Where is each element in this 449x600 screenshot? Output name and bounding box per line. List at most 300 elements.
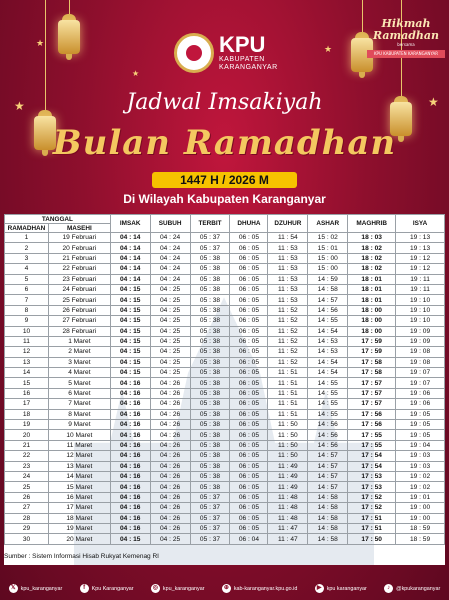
badge-line-2: Ramadhan (372, 29, 440, 42)
table-cell: 19 : 07 (396, 368, 445, 378)
table-cell: 13 Maret (48, 461, 110, 471)
table-cell: 19 : 07 (396, 378, 445, 388)
table-cell: 28 (5, 513, 49, 523)
table-cell: 15 (5, 378, 49, 388)
table-cell: 23 Februari (48, 274, 110, 284)
table-row (5, 316, 445, 326)
table-cell: 18 : 59 (396, 523, 445, 533)
year-badge: 1447 H / 2026 M (152, 172, 297, 188)
table-cell: 11 : 49 (268, 482, 308, 492)
table-row (5, 492, 445, 502)
table-cell: 2 (5, 243, 49, 253)
table-cell: 5 (5, 274, 49, 284)
table-cell: 05 : 38 (190, 440, 230, 450)
table-cell: 04 : 25 (150, 316, 190, 326)
table-cell: 18 : 02 (348, 253, 396, 263)
table-cell: 15 : 02 (308, 233, 348, 243)
table-cell: 10 Maret (48, 430, 110, 440)
table-cell: 12 (5, 347, 49, 357)
web-icon: ⊕ (223, 585, 229, 591)
table-cell: 11 : 50 (268, 440, 308, 450)
table-cell: 05 : 38 (190, 284, 230, 294)
table-cell: 04 : 16 (110, 482, 150, 492)
table-cell: 11 Maret (48, 440, 110, 450)
header-banner (0, 0, 449, 215)
badge-line-3: bersama (397, 42, 415, 47)
table-cell: 04 : 16 (110, 471, 150, 481)
table-cell: 9 (5, 316, 49, 326)
table-cell: 04 : 24 (150, 243, 190, 253)
table-row (5, 305, 445, 315)
table-cell: 14 : 58 (308, 513, 348, 523)
table-cell: 19 : 05 (396, 420, 445, 430)
table-cell: 04 : 25 (150, 326, 190, 336)
table-cell: 19 : 05 (396, 430, 445, 440)
table-cell: 17 : 58 (348, 357, 396, 367)
table-cell: 06 : 05 (230, 336, 268, 346)
table-cell: 19 : 13 (396, 233, 445, 243)
table-cell: 14 : 54 (308, 357, 348, 367)
table-row (5, 336, 445, 346)
table-cell: 24 (5, 471, 49, 481)
table-cell: 2 Maret (48, 347, 110, 357)
table-cell: 04 : 26 (150, 513, 190, 523)
table-cell: 05 : 38 (190, 420, 230, 430)
footer-link[interactable] (9, 584, 63, 593)
table-row (5, 274, 445, 284)
table-cell: 06 : 05 (230, 420, 268, 430)
table-cell: 18 (5, 409, 49, 419)
table-cell: 17 : 53 (348, 471, 396, 481)
table-cell: 19 : 00 (396, 513, 445, 523)
source-note: Sumber : Sistem Informasi Hisab Rukyat Kemenag RI (4, 553, 159, 560)
table-cell: 11 : 47 (268, 534, 308, 544)
table-cell: 04 : 16 (110, 513, 150, 523)
table-cell: 04 : 15 (110, 316, 150, 326)
table-cell: 04 : 26 (150, 503, 190, 513)
table-cell: 19 : 03 (396, 461, 445, 471)
table-cell: 04 : 14 (110, 243, 150, 253)
table-cell: 14 : 58 (308, 492, 348, 502)
table-cell: 7 Maret (48, 399, 110, 409)
table-cell: 3 (5, 253, 49, 263)
table-cell: 05 : 38 (190, 368, 230, 378)
table-cell: 17 : 56 (348, 420, 396, 430)
table-cell: 14 : 59 (308, 274, 348, 284)
table-cell: 11 : 54 (268, 233, 308, 243)
table-cell: 04 : 16 (110, 409, 150, 419)
table-cell: 06 : 05 (230, 243, 268, 253)
table-cell: 11 : 53 (268, 274, 308, 284)
star-icon: ★ (324, 45, 333, 55)
table-cell: 18 : 01 (348, 274, 396, 284)
table-row (5, 420, 445, 430)
table-cell: 06 : 05 (230, 305, 268, 315)
region-subtitle: Di Wilayah Kabupaten Karanganyar (123, 192, 326, 206)
table-cell: 12 Maret (48, 451, 110, 461)
table-row (5, 523, 445, 533)
table-cell: 18 : 00 (348, 326, 396, 336)
table-cell: 17 : 54 (348, 451, 396, 461)
table-cell: 05 : 38 (190, 357, 230, 367)
youtube-icon: ▶ (315, 584, 324, 593)
table-cell: 04 : 26 (150, 482, 190, 492)
footer-link[interactable] (151, 584, 205, 593)
table-cell: 19 : 05 (396, 409, 445, 419)
table-cell: 19 : 00 (396, 503, 445, 513)
footer-link-label: kpu karanganyar (326, 585, 367, 592)
star-icon: ★ (36, 39, 45, 49)
table-cell: 17 : 54 (348, 461, 396, 471)
table-cell: 14 : 55 (308, 316, 348, 326)
table-cell: 11 : 51 (268, 368, 308, 378)
table-cell: 18 : 02 (348, 264, 396, 274)
table-cell: 11 : 51 (268, 399, 308, 409)
terbit-header: TERBIT (190, 215, 230, 233)
table-cell: 04 : 26 (150, 378, 190, 388)
table-cell: 9 Maret (48, 420, 110, 430)
star-icon: ★ (132, 69, 140, 78)
table-cell: 18 : 00 (348, 305, 396, 315)
table-cell: 05 : 38 (190, 461, 230, 471)
table-cell: 11 : 48 (268, 503, 308, 513)
table-cell: 14 : 58 (308, 503, 348, 513)
table-cell: 14 : 57 (308, 451, 348, 461)
table-cell: 11 : 50 (268, 451, 308, 461)
table-cell: 19 : 06 (396, 388, 445, 398)
table-cell: 04 : 15 (110, 295, 150, 305)
table-cell: 6 (5, 284, 49, 294)
table-cell: 19 : 13 (396, 243, 445, 253)
table-cell: 19 : 09 (396, 336, 445, 346)
table-cell: 14 : 54 (308, 326, 348, 336)
table-cell: 04 : 16 (110, 451, 150, 461)
table-cell: 3 Maret (48, 357, 110, 367)
table-cell: 14 : 53 (308, 336, 348, 346)
table-cell: 05 : 38 (190, 388, 230, 398)
table-cell: 06 : 05 (230, 503, 268, 513)
table-cell: 26 (5, 492, 49, 502)
table-row (5, 357, 445, 367)
table-cell: 04 : 15 (110, 336, 150, 346)
table-cell: 11 : 52 (268, 336, 308, 346)
table-cell: 17 : 50 (348, 534, 396, 544)
table-cell: 14 : 58 (308, 284, 348, 294)
title-bulan: Bulan Ramadhan (52, 123, 397, 163)
table-cell: 19 : 12 (396, 264, 445, 274)
table-cell: 19 : 02 (396, 471, 445, 481)
table-cell: 19 : 03 (396, 451, 445, 461)
table-cell: 11 : 49 (268, 471, 308, 481)
table-cell: 7 (5, 295, 49, 305)
table-cell: 19 : 10 (396, 305, 445, 315)
table-cell: 05 : 37 (190, 233, 230, 243)
table-cell: 05 : 38 (190, 482, 230, 492)
footer-link-label: kpu_karanganyar (162, 585, 205, 592)
table-cell: 04 : 16 (110, 430, 150, 440)
footer-link[interactable] (384, 584, 440, 593)
table-cell: 23 (5, 461, 49, 471)
table-cell: 06 : 05 (230, 233, 268, 243)
table-cell: 19 : 11 (396, 284, 445, 294)
table-cell: 05 : 38 (190, 295, 230, 305)
table-cell: 14 : 58 (308, 534, 348, 544)
table-cell: 05 : 38 (190, 253, 230, 263)
table-cell: 19 : 08 (396, 357, 445, 367)
table-cell: 04 : 25 (150, 295, 190, 305)
table-cell: 14 : 55 (308, 399, 348, 409)
table-cell: 06 : 05 (230, 264, 268, 274)
table-cell: 04 : 26 (150, 492, 190, 502)
schedule-rows (5, 233, 445, 545)
table-cell: 04 : 24 (150, 253, 190, 263)
table-cell: 11 : 49 (268, 461, 308, 471)
table-cell: 04 : 25 (150, 347, 190, 357)
table-cell: 04 : 24 (150, 264, 190, 274)
table-cell: 21 Februari (48, 253, 110, 263)
table-cell: 04 : 25 (150, 368, 190, 378)
table-cell: 17 : 57 (348, 399, 396, 409)
table-cell: 14 : 57 (308, 295, 348, 305)
table-cell: 8 (5, 305, 49, 315)
table-cell: 06 : 05 (230, 284, 268, 294)
table-cell: 14 : 56 (308, 430, 348, 440)
table-cell: 19 Maret (48, 523, 110, 533)
table-row (5, 430, 445, 440)
logo-title: KPU (219, 32, 266, 57)
table-row (5, 295, 445, 305)
table-cell: 17 : 59 (348, 336, 396, 346)
table-cell: 18 : 00 (348, 316, 396, 326)
table-row (5, 347, 445, 357)
table-cell: 11 : 53 (268, 295, 308, 305)
table-cell: 04 : 16 (110, 399, 150, 409)
table-cell: 17 : 51 (348, 523, 396, 533)
table-cell: 19 : 11 (396, 274, 445, 284)
table-cell: 18 Maret (48, 513, 110, 523)
table-cell: 5 Maret (48, 378, 110, 388)
table-row (5, 471, 445, 481)
table-cell: 04 : 26 (150, 523, 190, 533)
table-cell: 11 : 52 (268, 316, 308, 326)
table-cell: 19 : 12 (396, 253, 445, 263)
schedule-table (4, 214, 445, 545)
logo-subtitle-2: KARANGANYAR (219, 64, 278, 71)
table-cell: 14 : 55 (308, 409, 348, 419)
table-cell: 04 : 26 (150, 471, 190, 481)
kpu-logo (174, 33, 278, 73)
table-cell: 06 : 05 (230, 492, 268, 502)
table-cell: 13 (5, 357, 49, 367)
footer-link-label: kpu_karanganyar (20, 585, 63, 592)
table-cell: 19 : 08 (396, 347, 445, 357)
table-cell: 27 (5, 503, 49, 513)
table-row (5, 513, 445, 523)
table-cell: 14 : 53 (308, 347, 348, 357)
table-cell: 04 : 16 (110, 388, 150, 398)
table-cell: 04 : 26 (150, 420, 190, 430)
table-cell: 18 : 02 (348, 243, 396, 253)
table-cell: 04 : 14 (110, 274, 150, 284)
table-cell: 05 : 38 (190, 399, 230, 409)
footer-link[interactable] (222, 584, 298, 593)
instagram-icon: ◎ (152, 585, 158, 591)
footer-link[interactable] (80, 584, 134, 593)
kpu-emblem-icon (174, 33, 214, 73)
table-cell: 06 : 05 (230, 513, 268, 523)
subuh-header: SUBUH (150, 215, 190, 233)
table-cell: 11 : 50 (268, 420, 308, 430)
table-cell: 04 : 25 (150, 284, 190, 294)
table-row (5, 253, 445, 263)
ramadhan-header: RAMADHAN (5, 224, 49, 233)
table-cell: 29 (5, 523, 49, 533)
table-cell: 06 : 05 (230, 295, 268, 305)
table-cell: 11 : 51 (268, 378, 308, 388)
table-cell: 06 : 05 (230, 430, 268, 440)
table-row (5, 503, 445, 513)
table-cell: 04 : 15 (110, 357, 150, 367)
table-cell: 04 : 16 (110, 378, 150, 388)
table-cell: 17 : 53 (348, 482, 396, 492)
dhuha-header: DHUHA (230, 215, 268, 233)
table-cell: 04 : 15 (110, 284, 150, 294)
table-cell: 04 : 15 (110, 347, 150, 357)
badge-line-1: Hikmah (381, 17, 431, 30)
table-cell: 04 : 25 (150, 336, 190, 346)
table-cell: 25 (5, 482, 49, 492)
table-cell: 25 Februari (48, 295, 110, 305)
footer-link[interactable] (315, 584, 367, 593)
table-cell: 05 : 37 (190, 243, 230, 253)
table-cell: 05 : 38 (190, 409, 230, 419)
table-cell: 05 : 37 (190, 513, 230, 523)
table-cell: 14 : 56 (308, 420, 348, 430)
table-cell: 14 : 54 (308, 368, 348, 378)
table-cell: 17 : 57 (348, 378, 396, 388)
table-cell: 06 : 05 (230, 409, 268, 419)
table-row (5, 233, 445, 243)
table-cell: 17 Maret (48, 503, 110, 513)
table-cell: 05 : 38 (190, 430, 230, 440)
maghrib-header: MAGHRIB (348, 215, 396, 233)
table-cell: 11 : 52 (268, 357, 308, 367)
table-cell: 04 : 16 (110, 461, 150, 471)
table-cell: 27 Februari (48, 316, 110, 326)
lantern-icon (58, 0, 80, 60)
table-cell: 18 : 59 (396, 534, 445, 544)
table-row (5, 378, 445, 388)
table-cell: 06 : 05 (230, 471, 268, 481)
facebook-icon: f (80, 584, 89, 593)
table-cell: 19 : 10 (396, 295, 445, 305)
table-row (5, 482, 445, 492)
table-cell: 6 Maret (48, 388, 110, 398)
table-cell: 04 : 24 (150, 233, 190, 243)
table-cell: 04 : 16 (110, 492, 150, 502)
table-cell: 06 : 05 (230, 326, 268, 336)
masehi-header: MASEHI (48, 224, 110, 233)
table-cell: 11 : 52 (268, 305, 308, 315)
footer-socials (0, 577, 449, 600)
table-cell: 05 : 38 (190, 451, 230, 461)
table-cell: 05 : 37 (190, 534, 230, 544)
table-cell: 26 Februari (48, 305, 110, 315)
table-cell: 20 Februari (48, 243, 110, 253)
table-cell: 15 Maret (48, 482, 110, 492)
table-cell: 04 : 16 (110, 420, 150, 430)
table-row (5, 388, 445, 398)
dzuhur-header: DZUHUR (268, 215, 308, 233)
table-cell: 14 : 57 (308, 482, 348, 492)
table-row (5, 461, 445, 471)
table-row (5, 284, 445, 294)
x-icon: 𝕏 (9, 584, 18, 593)
table-cell: 05 : 37 (190, 523, 230, 533)
title-jadwal: Jadwal Imsakiyah (126, 90, 323, 115)
table-cell: 11 : 51 (268, 388, 308, 398)
table-cell: 8 Maret (48, 409, 110, 419)
table-cell: 04 : 24 (150, 274, 190, 284)
table-cell: 17 : 52 (348, 503, 396, 513)
imsak-header: IMSAK (110, 215, 150, 233)
table-cell: 05 : 38 (190, 316, 230, 326)
table-cell: 06 : 05 (230, 440, 268, 450)
table-cell: 04 : 26 (150, 409, 190, 419)
table-cell: 04 : 26 (150, 399, 190, 409)
hikmah-ramadhan-badge (367, 18, 445, 58)
table-cell: 4 Maret (48, 368, 110, 378)
table-cell: 19 : 09 (396, 326, 445, 336)
badge-line-4: KPU KABUPATEN KARANGANYAR (367, 50, 445, 58)
table-cell: 11 : 52 (268, 347, 308, 357)
table-cell: 11 : 50 (268, 430, 308, 440)
table-cell: 04 : 26 (150, 451, 190, 461)
table-cell: 20 (5, 430, 49, 440)
table-cell: 06 : 05 (230, 253, 268, 263)
table-cell: 06 : 05 (230, 461, 268, 471)
table-row (5, 399, 445, 409)
table-cell: 15 : 00 (308, 264, 348, 274)
table-cell: 19 Februari (48, 233, 110, 243)
table-cell: 04 : 26 (150, 440, 190, 450)
table-cell: 11 : 47 (268, 523, 308, 533)
table-cell: 06 : 05 (230, 347, 268, 357)
table-cell: 05 : 38 (190, 336, 230, 346)
schedule-panel (4, 214, 445, 565)
table-cell: 06 : 05 (230, 357, 268, 367)
table-cell: 19 : 10 (396, 316, 445, 326)
table-cell: 14 : 56 (308, 305, 348, 315)
table-cell: 04 : 25 (150, 357, 190, 367)
table-cell: 04 : 26 (150, 388, 190, 398)
table-cell: 17 : 57 (348, 388, 396, 398)
table-cell: 06 : 05 (230, 523, 268, 533)
table-cell: 28 Februari (48, 326, 110, 336)
table-row (5, 534, 445, 544)
footer-link-label: Kpu Karanganyar (91, 585, 134, 592)
table-cell: 04 : 15 (110, 305, 150, 315)
table-cell: 11 : 53 (268, 243, 308, 253)
table-cell: 06 : 05 (230, 378, 268, 388)
table-cell: 14 : 55 (308, 378, 348, 388)
table-row (5, 264, 445, 274)
table-cell: 22 (5, 451, 49, 461)
ashar-header: ASHAR (308, 215, 348, 233)
table-cell: 19 : 02 (396, 482, 445, 492)
table-cell: 15 : 01 (308, 243, 348, 253)
table-cell: 17 : 55 (348, 440, 396, 450)
